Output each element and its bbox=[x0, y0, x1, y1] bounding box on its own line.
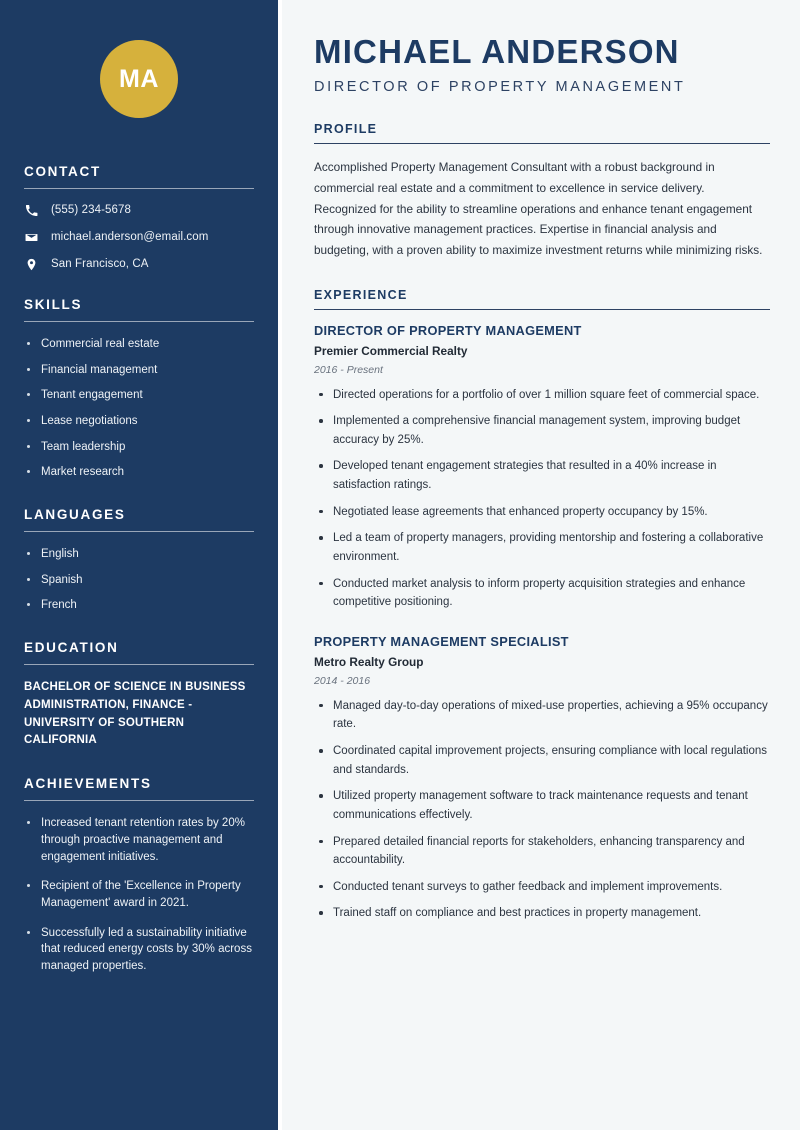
profile-divider bbox=[314, 143, 770, 144]
education-entry: BACHELOR OF SCIENCE IN BUSINESS ADMINISTRATION, FINANCE - UNIVERSITY OF SOUTHERN CALIFORNIA bbox=[24, 681, 246, 747]
header-job-title: DIRECTOR OF PROPERTY MANAGEMENT bbox=[314, 79, 686, 96]
page-title: MICHAEL ANDERSON bbox=[314, 33, 680, 70]
contact-divider bbox=[24, 188, 254, 189]
list-item: Recipient of the 'Excellence in Property Management' award in 2021. bbox=[24, 878, 254, 911]
list-item: Negotiated lease agreements that enhanced property occupancy by 15%. bbox=[314, 503, 770, 522]
profile-heading: PROFILE bbox=[314, 122, 378, 137]
list-item: Successfully led a sustainability initiative that reduced energy costs by 30% across managed properties. bbox=[24, 925, 254, 975]
skills-divider bbox=[24, 321, 254, 322]
list-item: Conducted tenant surveys to gather feedback and implement improvements. bbox=[314, 878, 770, 897]
list-item: Managed day-to-day operations of mixed-use properties, achieving a 95% occupancy rate. bbox=[314, 697, 770, 734]
languages-section bbox=[24, 507, 254, 614]
job-role: PROPERTY MANAGEMENT SPECIALIST bbox=[314, 633, 569, 649]
profile-text: Accomplished Property Management Consultant with a robust background in commercial real estate and a commitment to excellence in service delivery. Recognized for the ability to streamline operations and enhance tenant engagement through innovative management practices. Expertise in financial analysis and budgeting, with a proven ability to maximize investment returns while minimizing risks. bbox=[314, 160, 763, 257]
profile-section bbox=[314, 122, 770, 260]
location-pin-icon bbox=[24, 257, 38, 271]
list-item: Coordinated capital improvement projects, ensuring compliance with local regulations and standards. bbox=[314, 742, 770, 779]
list-item: French bbox=[24, 597, 254, 614]
list-item: Market research bbox=[24, 464, 254, 481]
list-item: English bbox=[24, 546, 254, 563]
list-item: Conducted market analysis to inform property acquisition strategies and enhance competitive positioning. bbox=[314, 575, 770, 612]
job-company: Metro Realty Group bbox=[314, 654, 424, 669]
sidebar bbox=[0, 0, 278, 1130]
job-bullets bbox=[314, 386, 770, 612]
list-item: Utilized property management software to track maintenance requests and tenant communications effectively. bbox=[314, 787, 770, 824]
contact-item-email[interactable] bbox=[24, 230, 254, 244]
list-item: Prepared detailed financial reports for stakeholders, enhancing transparency and accountability. bbox=[314, 833, 770, 870]
list-item: Developed tenant engagement strategies that resulted in a 40% increase in satisfaction ratings. bbox=[314, 457, 770, 494]
list-item: Financial management bbox=[24, 362, 254, 379]
experience-section bbox=[314, 288, 770, 924]
list-item: Team leadership bbox=[24, 439, 254, 456]
envelope-icon bbox=[24, 230, 38, 244]
list-item: Tenant engagement bbox=[24, 387, 254, 404]
contact-location-value: San Francisco, CA bbox=[51, 258, 149, 270]
experience-entry bbox=[314, 634, 770, 923]
phone-icon bbox=[24, 203, 38, 217]
achievements-divider bbox=[24, 800, 254, 801]
list-item: Spanish bbox=[24, 572, 254, 589]
education-divider bbox=[24, 664, 254, 665]
job-role: DIRECTOR OF PROPERTY MANAGEMENT bbox=[314, 322, 582, 338]
list-item: Commercial real estate bbox=[24, 336, 254, 353]
job-company: Premier Commercial Realty bbox=[314, 343, 468, 358]
contact-item-location[interactable] bbox=[24, 257, 254, 271]
list-item: Trained staff on compliance and best practices in property management. bbox=[314, 904, 770, 923]
job-dates: 2014 - 2016 bbox=[314, 674, 371, 687]
education-heading: EDUCATION bbox=[24, 640, 119, 656]
contact-section bbox=[24, 164, 254, 271]
list-item: Lease negotiations bbox=[24, 413, 254, 430]
list-item: Led a team of property managers, providing mentorship and fostering a collaborative environment. bbox=[314, 529, 770, 566]
skills-heading: SKILLS bbox=[24, 297, 83, 312]
achievements-heading: ACHIEVEMENTS bbox=[24, 776, 152, 792]
list-item: Directed operations for a portfolio of over 1 million square feet of commercial space. bbox=[314, 386, 770, 405]
main-content bbox=[278, 0, 800, 1130]
avatar-container bbox=[24, 0, 254, 164]
achievements-section bbox=[24, 776, 254, 974]
skills-section bbox=[24, 297, 254, 481]
achievements-list bbox=[24, 815, 254, 974]
job-dates: 2016 - Present bbox=[314, 363, 383, 376]
skills-list bbox=[24, 336, 254, 481]
avatar: MA bbox=[100, 40, 178, 118]
languages-list bbox=[24, 546, 254, 614]
languages-divider bbox=[24, 531, 254, 532]
experience-divider bbox=[314, 309, 770, 310]
contact-phone-value: (555) 234-5678 bbox=[51, 204, 132, 216]
languages-heading: LANGUAGES bbox=[24, 507, 126, 523]
education-section bbox=[24, 640, 254, 750]
contact-item-phone[interactable] bbox=[24, 203, 254, 217]
list-item: Implemented a comprehensive financial management system, improving budget accuracy by 25%. bbox=[314, 412, 770, 449]
list-item: Increased tenant retention rates by 20% through proactive management and engagement initiatives. bbox=[24, 815, 254, 865]
experience-entry bbox=[314, 323, 770, 612]
job-bullets bbox=[314, 697, 770, 923]
contact-heading: CONTACT bbox=[24, 164, 101, 179]
experience-heading: EXPERIENCE bbox=[314, 287, 408, 302]
contact-email-value: michael.anderson@email.com bbox=[51, 231, 209, 243]
